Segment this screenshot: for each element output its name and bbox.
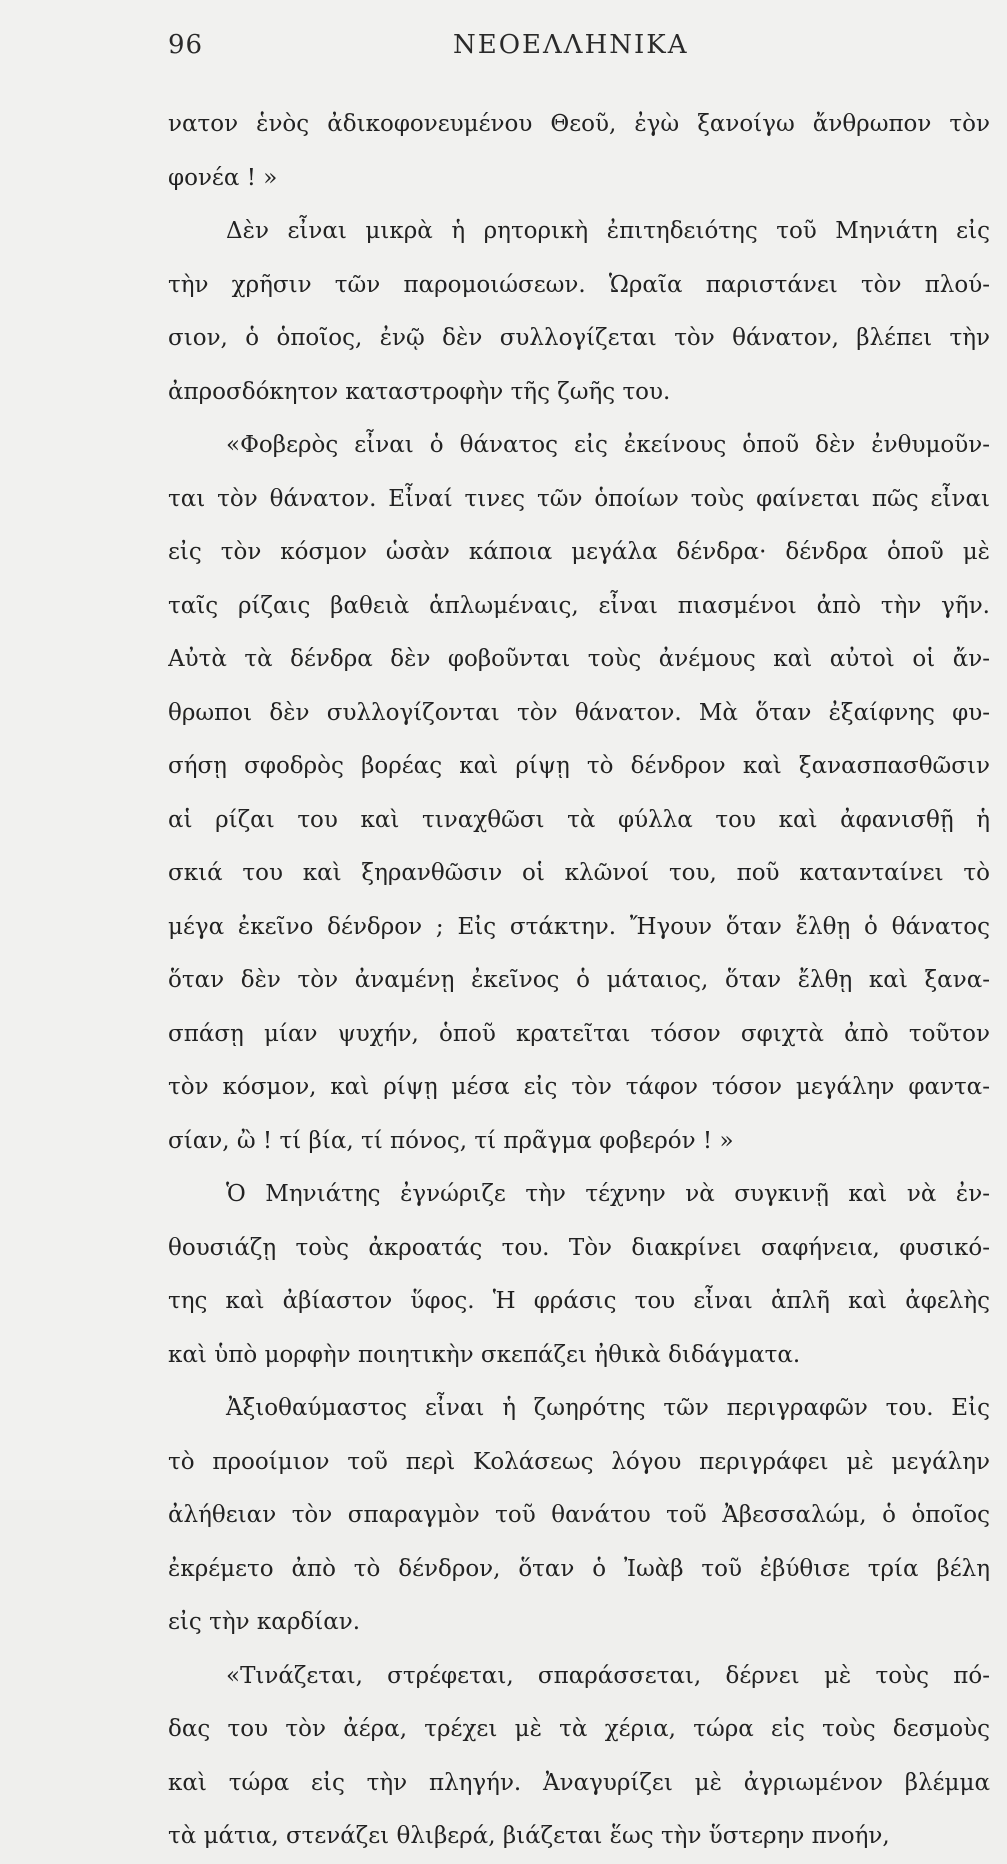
text-line: Ἀξιοθαύμαστος εἶναι ἡ ζωηρότης τῶν περιγραφῶν του. Εἰς: [226, 1395, 990, 1421]
text-line: μέγα ἐκεῖνο δένδρον ; Εἰς στάκτην. Ἤγουν ὅταν ἔλθῃ ὁ θάνατος: [168, 913, 990, 940]
page-header: [168, 30, 968, 74]
running-title: ΝΕΟΕΛΛΗΝΙΚΑ: [453, 30, 689, 60]
text-line: σήσῃ σφοδρὸς βορέας καὶ ρίψῃ τὸ δένδρον καὶ ξανασπασθῶσιν: [168, 753, 990, 779]
paragraph: [168, 1650, 990, 1864]
paragraph: [168, 205, 990, 419]
text-line: θρωποι δὲν συλλογίζονται τὸν θάνατον. Μὰ ὅταν ἐξαίφνης φυ-: [168, 699, 990, 726]
text-line: τὸν κόσμον, καὶ ρίψῃ μέσα εἰς τὸν τάφον τόσον μεγάλην φαντα-: [168, 1074, 990, 1100]
text-line: ται τὸν θάνατον. Εἶναί τινες τῶν ὁποίων τοὺς φαίνεται πῶς εἶναι: [168, 485, 990, 512]
text-line: ὅταν δὲν τὸν ἀναμένῃ ἐκεῖνος ὁ μάταιος, ὅταν ἔλθῃ καὶ ξανα-: [168, 967, 990, 993]
text-line: θουσιάζῃ τοὺς ἀκροατάς του. Τὸν διακρίνει σαφήνεια, φυσικό-: [168, 1234, 990, 1261]
text-line: καὶ ὑπὸ μορφὴν ποιητικὴν σκεπάζει ἠθικὰ διδάγματα.: [168, 1341, 801, 1368]
paragraph: [168, 419, 990, 1168]
paragraph: [168, 98, 990, 205]
text-line: Ὁ Μηνιάτης ἐγνώριζε τὴν τέχνην νὰ συγκινῇ καὶ νὰ ἐν-: [226, 1181, 990, 1207]
text-line: τὸ προοίμιον τοῦ περὶ Κολάσεως λόγου περιγράφει μὲ μεγάλην: [168, 1448, 990, 1475]
text-line: σκιά του καὶ ξηρανθῶσιν οἱ κλῶνοί του, ποῦ κατανταίνει τὸ: [168, 860, 990, 886]
text-line: σίαν, ὢ ! τί βία, τί πόνος, τί πρᾶγμα φοβερόν ! »: [168, 1127, 734, 1154]
text-line: Δὲν εἶναι μικρὰ ἡ ρητορικὴ ἐπιτηδειότης τοῦ Μηνιάτη εἰς: [226, 218, 990, 244]
text-line: τὴν χρῆσιν τῶν παρομοιώσεων. Ὡραῖα παριστάνει τὸν πλού-: [168, 271, 990, 298]
text-line: τὰ μάτια, στενάζει θλιβερά, βιάζεται ἕως τὴν ὕστερην πνοήν,: [168, 1823, 890, 1849]
paragraph: [168, 1168, 990, 1382]
text-line: καὶ τώρα εἰς τὴν πληγήν. Ἀναγυρίζει μὲ ἀγριωμένον βλέμμα: [168, 1769, 990, 1796]
page-number: 96: [168, 30, 204, 60]
text-line: φονέα ! »: [168, 164, 278, 191]
text-line: δας του τὸν ἀέρα, τρέχει μὲ τὰ χέρια, τώρα εἰς τοὺς δεσμοὺς: [168, 1716, 990, 1742]
text-line: ἐκρέμετο ἀπὸ τὸ δένδρον, ὅταν ὁ Ἰωὰβ τοῦ ἐβύθισε τρία βέλη: [168, 1555, 990, 1582]
text-line: νατον ἑνὸς ἀδικοφονευμένου Θεοῦ, ἐγὼ ξανοίγω ἄνθρωπον τὸν: [168, 111, 990, 137]
text-line: ἀπροσδόκητον καταστροφὴν τῆς ζωῆς του.: [168, 378, 671, 405]
text-line: σπάσῃ μίαν ψυχήν, ὁποῦ κρατεῖται τόσον σφιχτὰ ἀπὸ τοῦτον: [168, 1020, 990, 1047]
text-line: Αὐτὰ τὰ δένδρα δὲν φοβοῦνται τοὺς ἀνέμους καὶ αὐτοὶ οἱ ἄν-: [168, 646, 990, 672]
text-line: ἀλήθειαν τὸν σπαραγμὸν τοῦ θανάτου τοῦ Ἀβεσσαλώμ, ὁ ὁποῖος: [168, 1502, 990, 1528]
text-line: «Φοβερὸς εἶναι ὁ θάνατος εἰς ἐκείνους ὁποῦ δὲν ἐνθυμοῦν-: [226, 432, 990, 458]
text-line: αἱ ρίζαι του καὶ τιναχθῶσι τὰ φύλλα του καὶ ἀφανισθῇ ἡ: [168, 806, 990, 833]
body-text: [168, 98, 990, 1864]
text-line: της καὶ ἀβίαστον ὕφος. Ἡ φράσις του εἶναι ἁπλῆ καὶ ἀφελὴς: [168, 1288, 990, 1314]
text-line: εἰς τὴν καρδίαν.: [168, 1609, 361, 1635]
text-line: «Τινάζεται, στρέφεται, σπαράσσεται, δέρνει μὲ τοὺς πό-: [226, 1662, 990, 1689]
paragraph: [168, 1382, 990, 1650]
text-line: σιον, ὁ ὁποῖος, ἐνῷ δὲν συλλογίζεται τὸν θάνατον, βλέπει τὴν: [168, 325, 990, 351]
text-line: ταῖς ρίζαις βαθειὰ ἁπλωμέναις, εἶναι πιασμένοι ἀπὸ τὴν γῆν.: [168, 592, 990, 619]
text-line: εἰς τὸν κόσμον ὡσὰν κάποια μεγάλα δένδρα· δένδρα ὁποῦ μὲ: [168, 539, 990, 565]
